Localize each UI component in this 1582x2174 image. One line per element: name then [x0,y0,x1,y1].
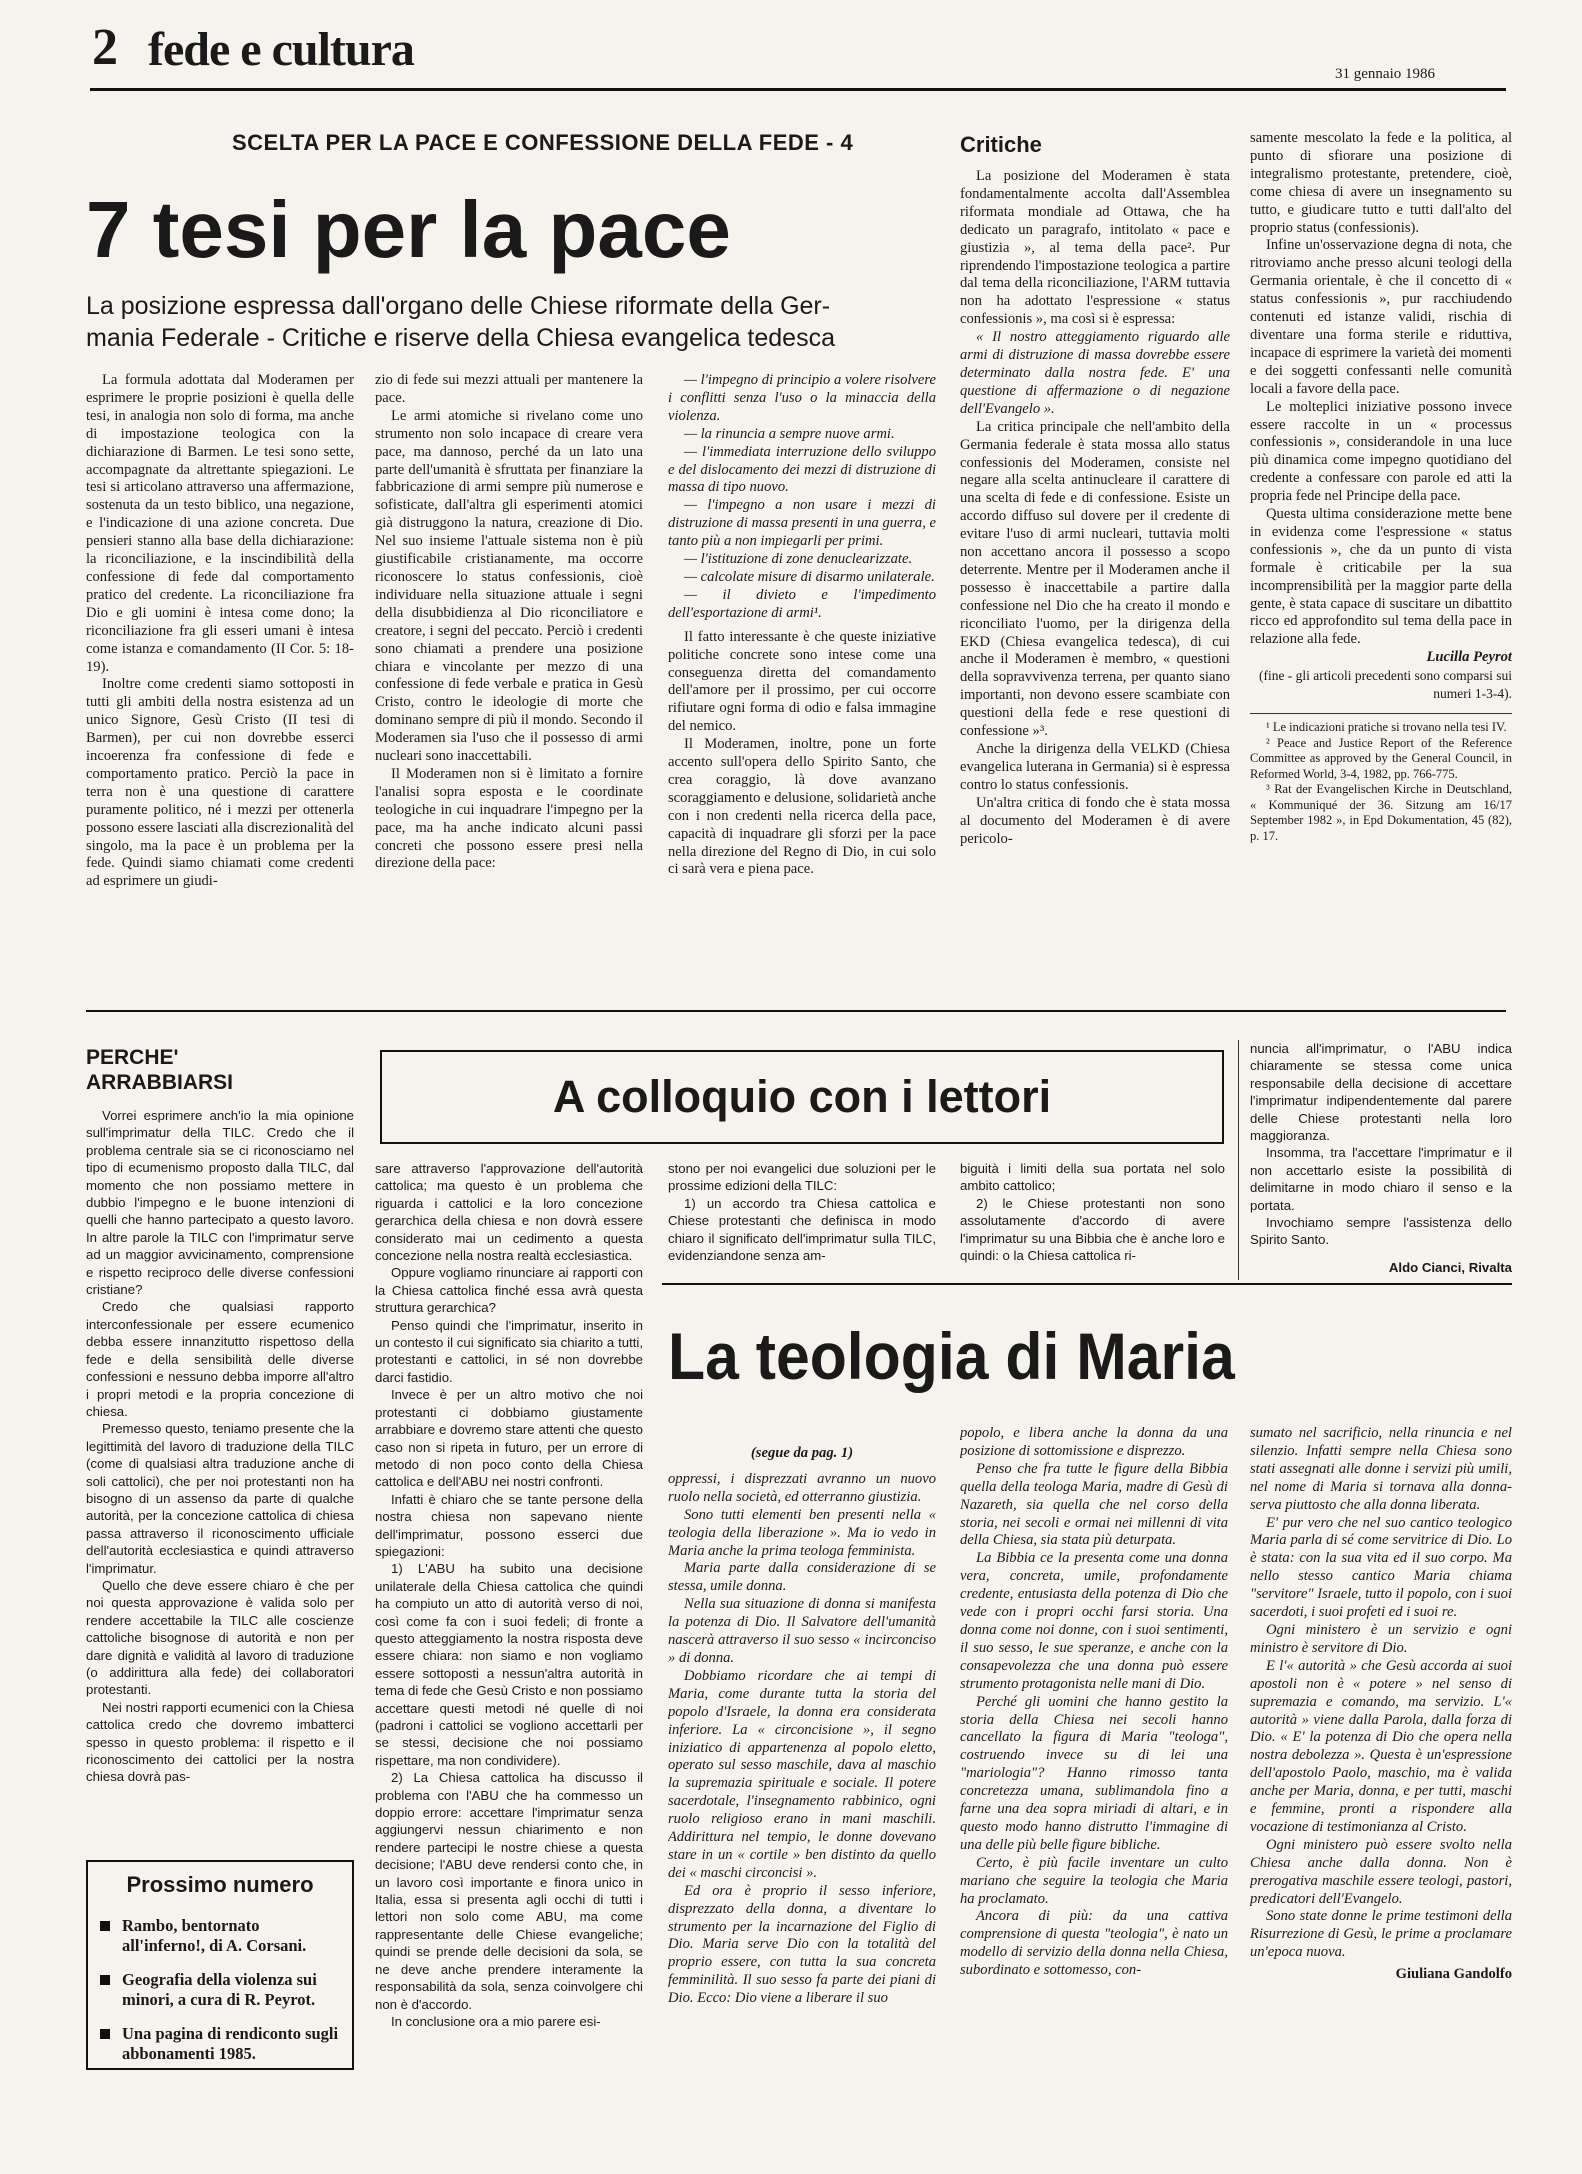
masthead-rule [90,88,1506,91]
paragraph: 2) La Chiesa cattolica ha discusso il problema con l'ABU che ha commesso un doppio errore: accettare l'imprimatur senza aggiungervi nessun chiarimento e non rendere partecipi le nostre chiese a questa decisione; l'ABU deve rendersi conto che, in un lavoro così importante e finora unico in Italia, essa si presenta agli occhi di tutti i lettori non solo come ABU, ma come rappresentante delle Chiese evangeliche; quindi se prende delle decisioni da sola, se ne deve anche prendere interamente la responsabilità da sola, senza coinvolgere chi non è d'accordo. [375,1770,643,2012]
paragraph: La Bibbia ce la presenta come una donna vera, concreta, umile, profondamente credente, entusiasta della potenza di Dio che vede con i propri occhi farsi storia. Una donna come noi donne, con i suoi sentimenti, il suo sesso, le sue speranze, e anche con la consapevolezza che una donna può essere strumento protagonista nelle mani di Dio. [960,1550,1228,1692]
article-title: 7 tesi per la pace [86,185,731,274]
bullet-icon [100,1975,110,1985]
letter-signature: Aldo Cianci, Rivalta [1388,1259,1512,1275]
paragraph: Le molteplici iniziative possono invece essere raccolte in un « processus confessionis », considerandole in una luce più dinamica come impegno quotidiano del credente a confessare con parole ed atti la propria fede nel Principe della pace. [1250,398,1512,505]
article1-column-5 [1250,130,1512,1000]
list-item: — la rinuncia a sempre nuove armi. [684,425,895,442]
section-title: fede e cultura [148,23,414,76]
paragraph: Nella sua situazione di donna si manifesta la potenza di Dio. Il Salvatore dell'umanità nascerà attraverso il suo sesso « incirconciso » di donna. [668,1596,936,1666]
list-item: — il divieto e l'impedimento dell'esportazione di armi¹. [668,586,936,621]
paragraph: nuncia all'imprimatur, o l'ABU indica chiaramente se stessa come unica responsabile della decisione di accettare l'imprimatur indipendentemente dal parere delle Chiese protestanti nella loro maggioranza. [1250,1041,1512,1144]
paragraph: Maria parte dalla considerazione di se stessa, umile donna. [668,1560,936,1595]
list-item: — l'impegno a non usare i mezzi di distruzione di massa presenti in una guerra, e tanto più a non impiegarli per primi. [668,497,936,550]
paragraph: La posizione del Moderamen è stata fondamentalmente accolta dall'Assemblea riformata mondiale ad Ottawa, che ha dedicato un paragrafo, intitolato « pace e giustizia », al tema della pace². Pur riprendendo l'impostazione teologica a partire dal tema della riconciliazione, l'ARM tuttavia non ha adottato l'espressione « status confessionis », ma così si è espressa: [960,168,1230,328]
paragraph: biguità i limiti della sua portata nel solo ambito cattolico; [960,1161,1225,1194]
letter-heading-line: ARRABBIARSI [86,1071,233,1094]
continued-note: (segue da pag. 1) [750,1445,854,1461]
paragraph: Penso quindi che l'imprimatur, inserito in un contesto il cui significato sia chiarito a tutti, protestanti e cattolici, in sé non dovrebbe darci fastidio. [375,1317,643,1385]
paragraph: Nei nostri rapporti ecumenici con la Chiesa cattolica credo che dovremo imbatterci spesso in questo problema: il rispetto e il riconoscimento dei cattolici per la nostra chiesa dovrà pas- [86,1699,354,1785]
next-issue-item-text: Geografia della violenza sui minori, a cura di R. Peyrot. [122,1970,317,2009]
paragraph: samente mescolato la fede e la politica, al punto di sfiorare una posizione di integralismo protestante, pretendere, cioè, come chiesa di avere un insegnamento su tutto, e giudicare tutto e tutti dall'alto del proprio status (confessionis). [1250,130,1512,236]
paragraph: 2) le Chiese protestanti non sono assolutamente d'accordo di avere l'imprimatur su una Bibbia che è anche loro e quindi: o la Chiesa cattolica ri- [960,1195,1225,1264]
next-issue-box [86,1860,354,2070]
letters-column-3 [668,1160,936,1270]
next-issue-title: Prossimo numero [126,1872,314,1897]
list-item: — l'impegno di principio a volere risolvere i conflitti senza l'uso o la minaccia della violenza. [668,372,936,424]
footnote: ³ Rat der Evangelischen Kirche in Deutschland, « Kommuniqué der 36. Sitzung am 16/17 September 1982 », in Epd Dokumentation, 45 (82), p. 17. [1250,782,1512,843]
bullet-icon [100,1921,110,1931]
paragraph: Sono tutti elementi ben presenti nella « teologia della liberazione ». Ma io vedo in Maria anche la prima teologa femminista. [668,1506,936,1559]
issue-date: 31 gennaio 1986 [1335,66,1435,82]
paragraph: Dobbiamo ricordare che ai tempi di Maria, come durante tutta la storia del popolo d'Israele, la donna era considerata inferiore. La « circoncisione », il segno iniziatico di appartenenza al popolo eletto, operato sul sesso maschile, dava al maschio la supremazia spirituale e sociale. Il potere sacerdotale, l'insegnamento rabbinico, ogni ruolo religioso erano in mani maschili. Addirittura nel tempio, le donne dovevano stare in un « cortile » ben distinto da quello dei « maschi circoncisi ». [668,1667,936,1881]
paragraph: Questa ultima considerazione mette bene in evidenza come l'espressione « status confessionis », che da un punto di vista formale è criticabile per la sua incomprensibilità per la maggior parte della gente, è stata capace di suscitare un dibattito ricco ed approfondito sul tema della pace in relazione alla fede. [1250,506,1512,648]
paragraph: Ancora di più: da una cattiva comprensione di questa "teologia", è nato un modello di servizio della donna nella Chiesa, subordinato e sottomesso, con- [960,1908,1228,1979]
paragraph: 1) un accordo tra Chiesa cattolica e Chiese protestanti che definisca in modo chiaro il significato dell'imprimatur sulla TILC, evidenziandone senza am- [668,1195,936,1264]
paragraph: Penso che fra tutte le figure della Bibbia quella della teologa Maria, madre di Gesù di Nazareth, sia quella che nel corso della storia, nei secoli e ormai nei millenni di vita della Chiesa, sia stata più deturpata. [960,1460,1228,1549]
paragraph: Le armi atomiche si rivelano come uno strumento non solo incapace di creare vera pace, ma dannoso, perché da un lato una parte dell'umanità è sfruttata per finanziare la fabbricazione di armi sempre più numerose e sofisticate, dall'altra gli esperimenti atomici già distruggono la natura, creazione di Dio. Nel suo insieme l'attuale sistema non è più giustificabile cristianamente, ma occorre riconoscere lo status confessionis, cioè individuare nella situazione attuale i segni della disubbidienza al Dio riconciliatore e creatore, i segni del peccato. Perciò i credenti sono chiamati a prendere una posizione chiara e vincolante per mezzo di una confessione di fede verbale e pratica in Gesù Cristo, contro le ideologie di morte che dominano sempre di più il mondo. Secondo il Moderamen sia l'uso che il possesso di armi nucleari sono inaccettabili. [375,407,643,765]
next-issue-item [100,2024,340,2064]
critiche-heading: Critiche [960,132,1042,157]
article-kicker: SCELTA PER LA PACE E CONFESSIONE DELLA FEDE - 4 [232,130,854,155]
paragraph: zio di fede sui mezzi attuali per mantenere la pace. [375,372,643,406]
paragraph: Ogni ministero è un servizio e ogni ministro è servitore di Dio. [1250,1621,1512,1656]
article1-column-4 [960,130,1230,996]
letter-heading [86,1045,233,1095]
article2-top-rule [662,1283,1512,1285]
paragraph: Infine un'osservazione degna di nota, che ritroviamo anche presso alcuni teologi della Germania orientale, è che il concetto di « status confessionis », pur racchiudendo contenuti ed istanze validi, rischia di diventare una forma sterile e riduttiva, incapace di esprimere la varietà dei momenti e dei soggetti confessanti nelle comunità locali a favore della pace. [1250,237,1512,397]
paragraph: Vorrei esprimere anch'io la mia opinione sull'imprimatur della TILC. Credo che il problema centrale sia se ci riconosciamo nel tipo di ecumenismo proposto dalla TILC, dal momento che non possiamo mettere in dubbio l'impegno e le buone intenzioni di quelli che hanno partecipato a questo lavoro. In altre parole la TILC con l'imprimatur serve ad un maggior avvicinamento, comprensione e rispetto reciproco delle diverse confessioni cristiane? [86,1108,354,1298]
bullet-icon [100,2029,110,2039]
letters-column-4 [960,1160,1225,1270]
letters-column-1 [86,1107,354,1902]
footnotes [1250,713,1512,844]
author-signature: Giuliana Gandolfo [1395,1966,1512,1983]
article1-bottom-rule [86,1010,1506,1012]
paragraph: Infatti è chiaro che se tante persone della nostra chiesa non sapevano niente dell'imprimatur, possono esserci due spiegazioni: [375,1491,643,1559]
footnote: ² Peace and Justice Report of the Reference Committee as approved by the General Council, in Reformed World, 3-4, 1982, pp. 766-775. [1250,735,1512,781]
letters-box [380,1050,1224,1144]
paragraph: Il fatto interessante è che queste iniziative politiche concrete sono intese come una conseguenza diretta del comandamento dell'amore per il prossimo, per cui occorre rifiutare ogni forma di odio e falsa immagine del nemico. [668,628,936,735]
next-issue-item [100,1916,340,1956]
paragraph: popolo, e libera anche la donna da una posizione di sottomissione e disprezzo. [960,1425,1228,1459]
author-signature: Lucilla Peyrot [1426,649,1512,666]
paragraph: Credo che qualsiasi rapporto interconfessionale per essere ecumenico debba essere innanzitutto rispettoso della fede e della sensibilità delle diverse confessioni e nessuno debba imporre all'altro i propri metodi e la propria concezione di chiesa. [86,1299,354,1419]
next-issue-item [100,1970,340,2010]
article2-column-3 [1250,1425,1512,2160]
paragraph: Sono state donne le prime testimoni della Risurrezione di Gesù, le prime a proclamare un'epoca nuova. [1250,1908,1512,1961]
paragraph: Invochiamo sempre l'assistenza dello Spirito Santo. [1250,1215,1512,1248]
paragraph: Certo, è più facile inventare un culto mariano che seguire la teologia che Maria ha proclamato. [960,1854,1228,1907]
paragraph: Il Moderamen non si è limitato a fornire l'analisi sopra esposta e le coordinate teologiche in cui inquadrare l'impegno per la pace, ma ha anche indicato alcuni passi concreti che possono essere presi nella direzione della pace: [375,765,643,872]
letters-box-title: A colloquio con i lettori [552,1071,1052,1122]
paragraph: stono per noi evangelici due soluzioni per le prossime edizioni della TILC: [668,1161,936,1194]
paragraph: E' pur vero che nel suo cantico teologico Maria parla di sé come servitrice di Dio. Lo è stata: con la sua vita ed il suo corpo. Ma nello stesso cantico Maria chiama "servitore" Israele, tutto il popolo, con i suoi sacerdoti, i suoi profeti ed i suoi re. [1250,1514,1512,1621]
footnote: ¹ Le indicazioni pratiche si trovano nella tesi IV. [1266,720,1507,734]
quote: « Il nostro atteggiamento riguardo alle armi di distruzione di massa dovrebbe essere determinato dalla nostra fede. E' una questione di affermazione o di negazione dell'Evangelo ». [960,329,1230,417]
article1-column-2 [375,372,643,997]
letters-column-5 [1250,1040,1512,1280]
paragraph: Insomma, tra l'accettare l'imprimatur e il non accettarlo esiste la possibilità di delimitarne in modo chiaro il senso e la portata. [1250,1145,1512,1213]
paragraph: sumato nel sacrificio, nella rinuncia e nel silenzio. Infatti sempre nella Chiesa sono stati assegnati alle donne i servizi più umili, nel nome di Maria si tornava alla donna-serva piuttosto che alla donna liberata. [1250,1425,1512,1513]
paragraph: Invece è per un altro motivo che noi protestanti ci dobbiamo giustamente arrabbiare e dovremo stare attenti che questo caso non si ripeta in futuro, per un errore di metodo di non poco conto della Chiesa cattolica e dell'ABU nei nostri confronti. [375,1387,643,1490]
article-subtitle [86,290,956,354]
letter-heading-line: PERCHE' [86,1046,179,1069]
paragraph: Ed ora è proprio il sesso inferiore, disprezzato della donna, a diventare lo strumento per la incarnazione del Figlio di Dio. Maria serve Dio con la totalità del proprio essere, con tutta la sua concreta femminilità. Il suo sesso fa parte dei piani di Dio. Ecco: Dio viene a liberare il suo [668,1882,936,2007]
article2-title: La teologia di Maria [668,1319,1235,1393]
paragraph: oppressi, i disprezzati avranno un nuovo ruolo nella società, ed otterranno giustizia. [668,1470,936,1505]
paragraph: La formula adottata dal Moderamen per esprimere le proprie posizioni è quella delle tesi, in analogia non solo di forma, ma anche di impostazione teologica con la dichiarazione di Barmen. Le tesi sono sette, accompagnate da altrettante spiegazioni. Le tesi si articolano attraverso una affermazione, sostenuta da un testo biblico, una negazione, e l'indicazione di una azione concreta. Due pensieri stanno alla base della dichiarazione: la riconciliazione, e la inscindibilità della confessione di fede dal comportamento pratico del credente. La riconciliazione fra Dio e gli uomini è intesa come dono; la riconciliazione fra gli esseri umani è intesa come istanza e comandamento (II Cor. 5: 18-19). [86,372,354,675]
paragraph: Il Moderamen, inoltre, pone un forte accento sull'opera dello Spirito Santo, che crea coraggio, là dove avanzano scoraggiamento e delusione, solidarietà anche con i non credenti nella ricerca della pace, capacità di inquadrare gli sforzi per la pace nella direzione del Regno di Dio, in cui solo ci sarà vera e piena pace. [668,736,936,878]
list-item: — l'istituzione di zone denuclearizzate. [684,551,913,568]
next-issue-item-text: Una pagina di rendiconto sugli abbonamenti 1985. [122,2024,339,2063]
article2-column-1 [668,1445,936,2157]
article2-column-2 [960,1425,1228,2157]
article1-column-1 [86,372,354,997]
paragraph: Quello che deve essere chiaro è che per noi questa approvazione è valida solo per rendere accettabile la TILC alle coscienze cattoliche bisognose di autorità e non per dare dignità e validità al lavoro di traduzione (o addirittura alla fede) dei collaboratori protestanti. [86,1577,354,1698]
paragraph: In conclusione ora a mio parere esi- [391,2013,601,2029]
list-item: — calcolate misure di disarmo unilaterale. [684,568,935,585]
letters-column-2 [375,1160,643,2150]
paragraph: Oppure vogliamo rinunciare ai rapporti con la Chiesa cattolica finché essa avrà questa struttura gerarchica? [375,1265,643,1316]
letters-divider [1238,1040,1239,1280]
paragraph: 1) L'ABU ha subito una decisione unilaterale della Chiesa cattolica che quindi ha compiuto un atto di autorità verso di noi, così come fa con i suoi fedeli; di fronte a questo atteggiamento la nostra risposta deve essere chiara: non siamo e non vogliamo essere sottoposti a nessun'altra autorità in tema di fede che Gesù Cristo e non possiamo accettare questi metodi né quelle di noi (padroni i cattolici se vogliono accettarli per se stessi, decisione che noi possiamo rispettare, ma non condividere). [375,1561,643,1768]
list-item: — l'immediata interruzione dello sviluppo e del dislocamento dei mezzi di distruzione di massa di tipo nuovo. [668,443,936,496]
article1-column-3 [668,372,936,997]
paragraph: sare attraverso l'approvazione dell'autorità cattolica; ma questo è un problema che riguarda i cattolici e la loro concezione gerarchica della chiesa e non dovrà essere considerato mai un cedimento a questa concezione nella nostra realtà ecclesiastica. [375,1161,643,1264]
next-issue-item-text: Rambo, bentornato all'inferno!, di A. Corsani. [122,1916,307,1955]
action-list [668,372,936,623]
paragraph: E l'« autorità » che Gesù accorda ai suoi apostoli non è « potere » nel senso di supremazia e comando, ma servizio. L'« autorità » viene dalla Parola, dalla forza di Dio. « E' la potenza di Dio che opera nella nostra debolezza ». Questa è un'espressione dell'apostolo Paolo, maschio, ma è valida anche per Maria, donna, e per tutti, maschi e femmine, pronti a rispondere alla vocazione di testimonianza al Cristo. [1250,1657,1512,1835]
paragraph: Inoltre come credenti siamo sottoposti in tutti gli ambiti della nostra esistenza ad un unico Signore, Gesù Cristo (II tesi di Barmen), per cui non dovrebbe esserci incoerenza fra confessione di fede e comportamento pratico. Perciò la pace in terra non è una questione di carattere puramente politico, né i mezzi per ottenerla possono essere lasciati alla discrezionalità del singolo, ma la pace è un problema per la fede. Quindi siamo chiamati come credenti ad esprimere un giudi- [86,676,354,890]
paragraph: Ogni ministero può essere svolto nella Chiesa anche dalla donna. Non è prerogativa maschile essere teologi, pastori, predicatori dell'Evangelo. [1250,1836,1512,1907]
series-note: (fine - gli articoli precedenti sono comparsi sui numeri 1-3-4). [1258,668,1512,702]
page-number: 2 [92,19,118,76]
paragraph: La critica principale che nell'ambito della Germania federale è stata mossa allo status confessionis del Moderamen, consiste nel negare alla scelta antinucleare il carattere di una scelta di fede e di confessione. Esiste un accordo diffuso sul dovere per il credente di evitare l'uso di armi nucleari, tuttavia molti non accettano ancora il possesso a scopo deterrente. Mentre per il Moderamen anche il possesso è inaccettabile a partire dalla confessione nel Dio che ha creato il mondo e riconciliato l'uomo, per la dirigenza della EKD (Chiesa evangelica tedesca), di cui anche il Moderamen è membro, « questioni della sopravvivenza terrena, per quanto siano importanti, non devono essere scambiate con questioni della fede e rese questioni di confessione »³. [960,418,1230,740]
paragraph: Premesso questo, teniamo presente che la legittimità del lavoro di traduzione della TILC (come di qualsiasi altra traduzione anche di soli cattolici), che per noi protestanti non ha bisogno di un assenso da parte di qualche autorità, per la concezione cattolica di chiesa passa attraverso il riconoscimento ufficiale dell'autorità ecclesiastica e quindi attraverso l'imprimatur. [86,1421,354,1576]
paragraph: Anche la dirigenza della VELKD (Chiesa evangelica luterana in Germania) si è espressa contro lo status confessionis. [960,741,1230,793]
paragraph: Perché gli uomini che hanno gestito la storia della Chiesa nei secoli hanno cancellato la figura di Maria "teologa", costruendo invece su di lei una "mariologia"? Hanno rimosso tanta concretezza umana, sublimandola fino a farne una dea sopra miriadi di altari, e in questo modo hanno distrutto l'immagine di una delle più belle figure bibliche. [960,1693,1228,1853]
paragraph: Un'altra critica di fondo che è stata mossa al documento del Moderamen è di avere pericolo- [960,794,1230,847]
subtitle-line: La posizione espressa dall'organo delle Chiese riformate della Ger- [86,292,831,320]
subtitle-line: mania Federale - Critiche e riserve della Chiesa evangelica tedesca [86,324,835,352]
